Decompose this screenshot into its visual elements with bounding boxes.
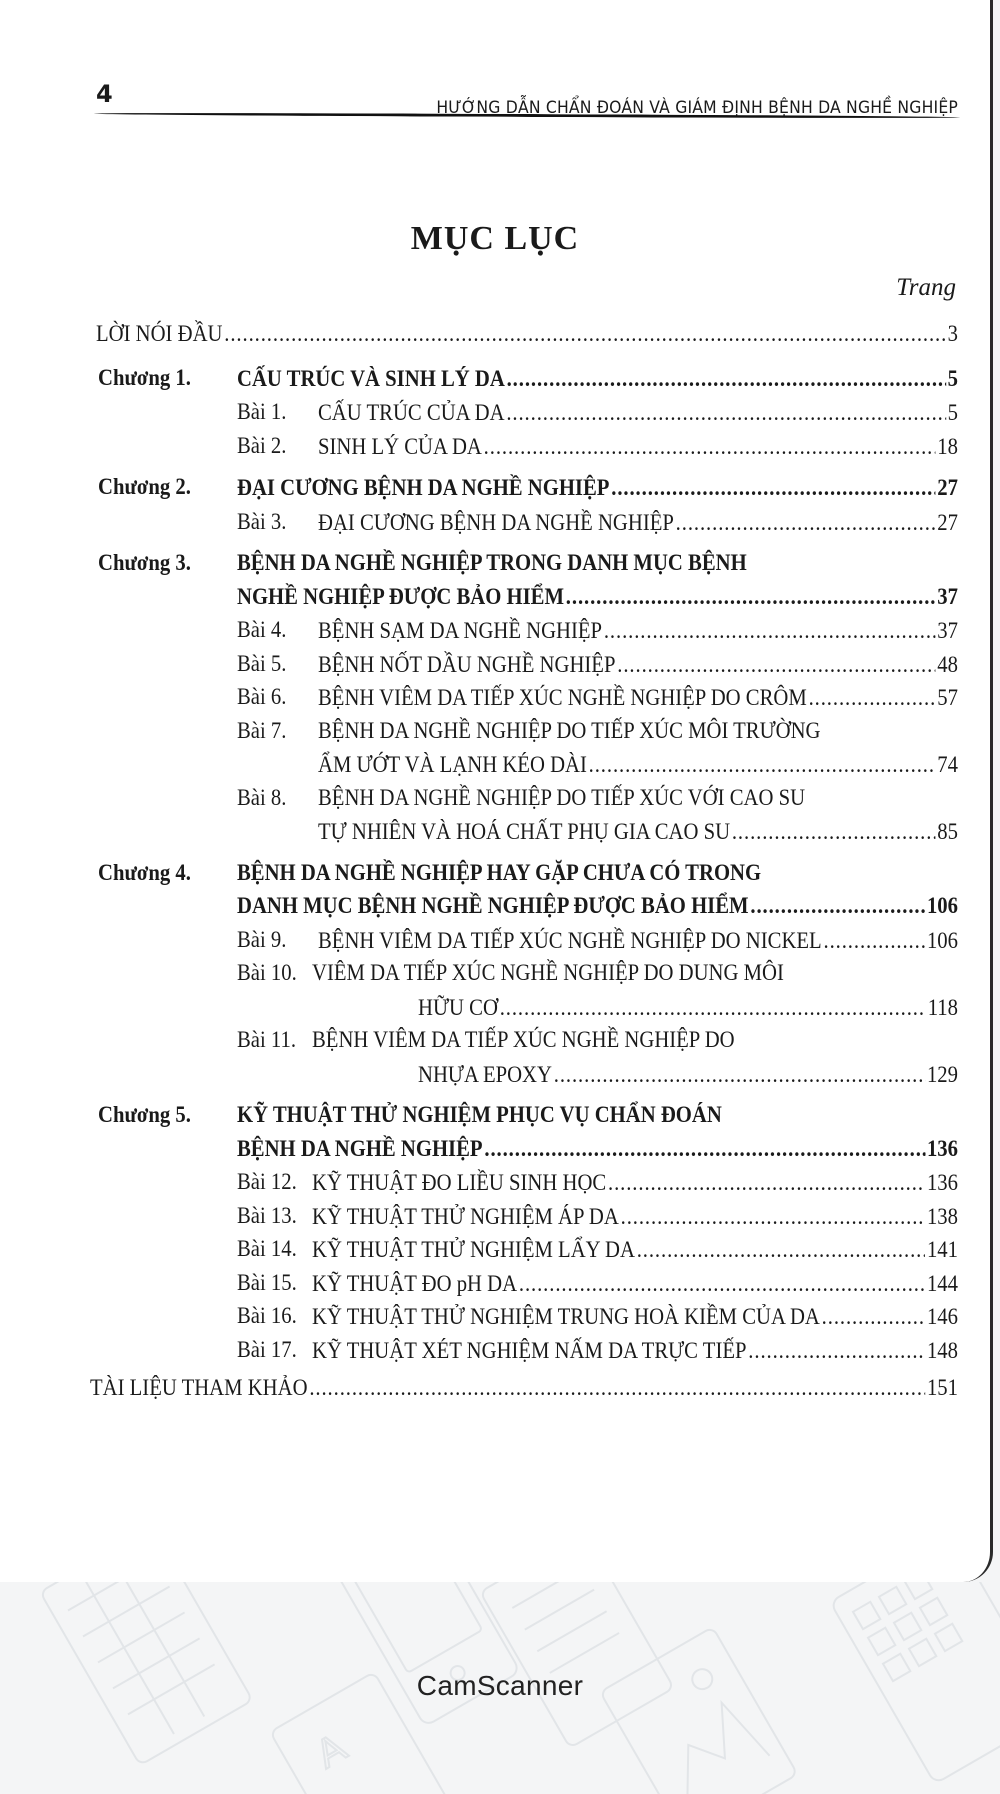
- toc-page-number: 48: [937, 651, 958, 677]
- leader-dots: [621, 1203, 926, 1231]
- toc-page-number: 106: [926, 893, 958, 918]
- lesson-label: Bài 3.: [237, 508, 287, 534]
- toc-page-number: 5: [947, 400, 958, 425]
- leader-dots: [823, 927, 925, 955]
- toc-lesson[interactable]: [318, 617, 958, 645]
- lesson-label: Bài 11.: [237, 1027, 297, 1052]
- toc-page-number: 5: [947, 365, 958, 391]
- toc-lesson[interactable]: [318, 509, 958, 537]
- toc-page-number: 18: [937, 433, 958, 459]
- toc-page-number: 27: [937, 509, 958, 535]
- toc-entry-title: KỸ THUẬT XÉT NGHIỆM NẤM DA TRỰC TIẾP: [312, 1337, 747, 1363]
- toc-lesson[interactable]: [318, 927, 958, 955]
- lesson-label: Bài 12.: [237, 1169, 297, 1194]
- leader-dots: [309, 1374, 925, 1402]
- toc-page-number: 74: [937, 752, 958, 777]
- leader-dots: [608, 1169, 925, 1197]
- toc-entry-title: ĐẠI CƯƠNG BỆNH DA NGHỀ NGHIỆP: [318, 509, 674, 535]
- toc-lesson[interactable]: [312, 1169, 958, 1197]
- toc-entry-title: KỸ THUẬT THỬ NGHIỆM LẨY DA: [312, 1237, 635, 1262]
- lesson-label: Bài 15.: [237, 1269, 297, 1295]
- chapter-label: Chương 5.: [98, 1102, 191, 1127]
- leader-dots: [604, 617, 936, 645]
- toc-lesson[interactable]: [312, 1337, 958, 1365]
- leader-dots: [566, 583, 936, 611]
- toc-entry-title: DANH MỤC BỆNH NGHỀ NGHIỆP ĐƯỢC BẢO HIỂM: [237, 893, 749, 918]
- lesson-title-line: BỆNH VIÊM DA TIẾP XÚC NGHỀ NGHIỆP DO: [312, 1027, 735, 1052]
- toc-page-number: 146: [926, 1304, 958, 1329]
- leader-dots: [554, 1061, 925, 1089]
- leader-dots: [484, 433, 936, 461]
- toc-lesson[interactable]: [418, 994, 958, 1022]
- lesson-title-line: BỆNH DA NGHỀ NGHIỆP DO TIẾP XÚC MÔI TRƯỜNG: [318, 717, 821, 743]
- lesson-label: Bài 1.: [237, 399, 287, 424]
- leader-dots: [750, 892, 925, 920]
- toc-entry-title: ẨM ƯỚT VÀ LẠNH KÉO DÀI: [318, 752, 587, 777]
- toc-chapter-2[interactable]: [237, 474, 958, 502]
- toc-page-number: 148: [926, 1337, 958, 1363]
- toc-entry-title: SINH LÝ CỦA DA: [318, 433, 482, 459]
- leader-dots: [519, 1270, 925, 1298]
- lesson-label: Bài 2.: [237, 432, 287, 458]
- lesson-label: Bài 10.: [237, 960, 297, 985]
- leader-dots: [507, 365, 946, 393]
- toc-page-number: 136: [926, 1135, 958, 1161]
- toc-page-number: 138: [926, 1203, 958, 1229]
- scanner-footer: [0, 1582, 1000, 1794]
- lesson-label: Bài 9.: [237, 926, 287, 952]
- toc-entry-title: KỸ THUẬT ĐO pH DA: [312, 1270, 518, 1296]
- toc-entry-title: TỰ NHIÊN VÀ HOÁ CHẤT PHỤ GIA CAO SU: [318, 819, 731, 844]
- toc-entry-title: LỜI NÓI ĐẦU: [96, 321, 223, 346]
- toc-page-number: 106: [926, 927, 958, 953]
- running-title: HƯỚNG DẪN CHẨN ĐOÁN VÀ GIÁM ĐỊNH BỆNH DA NGHỀ NGHIỆP: [436, 98, 958, 118]
- svg-text:A: A: [308, 1725, 354, 1777]
- toc-chapter-3[interactable]: [237, 583, 958, 611]
- toc-entry-title: BỆNH DA NGHỀ NGHIỆP: [237, 1135, 483, 1161]
- toc-title: MỤC LỤC: [410, 220, 580, 257]
- toc-chapter-5[interactable]: [237, 1135, 958, 1163]
- toc-lesson[interactable]: [318, 684, 958, 712]
- toc-entry-title: BỆNH SẠM DA NGHỀ NGHIỆP: [318, 618, 603, 643]
- toc-lesson[interactable]: [318, 399, 958, 427]
- page-header: [96, 80, 958, 132]
- toc-entry-title: ĐẠI CƯƠNG BỆNH DA NGHỀ NGHIỆP: [237, 475, 610, 500]
- toc-lesson[interactable]: [318, 818, 958, 846]
- toc-entry-title: CẤU TRÚC CỦA DA: [318, 400, 505, 425]
- toc-lesson[interactable]: [312, 1303, 958, 1331]
- toc-chapter-4[interactable]: [237, 892, 958, 920]
- toc-lesson[interactable]: [418, 1061, 958, 1089]
- toc-page-number: 118: [927, 994, 958, 1020]
- toc-page-number: 27: [937, 475, 958, 500]
- leader-dots: [809, 684, 936, 712]
- toc-entry-title: BỆNH NỐT DẦU NGHỀ NGHIỆP: [318, 651, 616, 677]
- toc-page-number: 136: [926, 1170, 958, 1195]
- toc-page-number: 85: [937, 819, 958, 844]
- leader-dots: [732, 818, 936, 846]
- toc-lesson[interactable]: [318, 433, 958, 461]
- page-column-label: Trang: [896, 274, 956, 301]
- lesson-title-line: VIÊM DA TIẾP XÚC NGHỀ NGHIỆP DO DUNG MÔI: [312, 960, 784, 985]
- leader-dots: [224, 320, 946, 348]
- toc-entry-title: TÀI LIỆU THAM KHẢO: [90, 1375, 308, 1400]
- toc-entry-title: NHỰA EPOXY: [418, 1061, 552, 1087]
- toc-lesson[interactable]: [312, 1236, 958, 1264]
- toc-lesson[interactable]: [318, 751, 958, 779]
- lesson-label: Bài 7.: [237, 717, 287, 743]
- toc-chapter-1[interactable]: [237, 365, 958, 393]
- toc-lesson[interactable]: [312, 1270, 958, 1298]
- leader-dots: [637, 1236, 925, 1264]
- toc-page-number: 37: [937, 618, 958, 643]
- lesson-label: Bài 8.: [237, 784, 287, 810]
- lesson-label: Bài 13.: [237, 1202, 297, 1228]
- toc-entry-title: KỸ THUẬT THỬ NGHIỆM TRUNG HOÀ KIỀM CỦA DA: [312, 1304, 820, 1329]
- toc-entry-title: KỸ THUẬT ĐO LIỀU SINH HỌC: [312, 1170, 607, 1195]
- toc-page-number: 129: [926, 1061, 958, 1087]
- toc-page-number: 57: [937, 685, 958, 710]
- chapter-label: Chương 1.: [98, 364, 191, 390]
- toc-page-number: 144: [926, 1270, 958, 1296]
- leader-dots: [611, 474, 935, 502]
- chapter-label: Chương 3.: [98, 550, 191, 575]
- chapter-title-line: BỆNH DA NGHỀ NGHIỆP HAY GẶP CHƯA CÓ TRONG: [237, 859, 762, 885]
- toc-lesson[interactable]: [318, 651, 958, 679]
- toc-page-number: 141: [926, 1237, 958, 1262]
- leader-dots: [822, 1303, 925, 1331]
- leader-dots: [676, 509, 936, 537]
- lesson-label: Bài 16.: [237, 1303, 297, 1328]
- toc-references[interactable]: [90, 1374, 958, 1402]
- toc-page-number: 151: [926, 1375, 958, 1400]
- leader-dots: [589, 751, 936, 779]
- toc-entry-title: BỆNH VIÊM DA TIẾP XÚC NGHỀ NGHIỆP DO CRÔM: [318, 685, 807, 710]
- chapter-label: Chương 2.: [98, 474, 191, 499]
- lesson-label: Bài 17.: [237, 1336, 297, 1362]
- camscanner-brand: CamScanner: [416, 1670, 584, 1701]
- lesson-label: Bài 6.: [237, 684, 287, 709]
- toc-entry-title: HỮU CƠ: [418, 994, 498, 1020]
- toc-preface[interactable]: [96, 320, 958, 348]
- lesson-label: Bài 4.: [237, 617, 287, 642]
- leader-dots: [617, 651, 935, 679]
- chapter-title-line: KỸ THUẬT THỬ NGHIỆM PHỤC VỤ CHẨN ĐOÁN: [237, 1102, 722, 1127]
- leader-dots: [500, 994, 926, 1022]
- leader-dots: [748, 1337, 925, 1365]
- leader-dots: [506, 399, 946, 427]
- toc-lesson[interactable]: [312, 1203, 958, 1231]
- toc-page-number: 3: [947, 321, 958, 346]
- toc-entry-title: KỸ THUẬT THỬ NGHIỆM ÁP DA: [312, 1203, 619, 1229]
- leader-dots: [484, 1135, 925, 1163]
- lesson-label: Bài 5.: [237, 650, 287, 676]
- lesson-label: Bài 14.: [237, 1236, 297, 1261]
- chapter-title-line: BỆNH DA NGHỀ NGHIỆP TRONG DANH MỤC BỆNH: [237, 550, 747, 575]
- chapter-label: Chương 4.: [98, 859, 191, 885]
- toc-entry-title: NGHỀ NGHIỆP ĐƯỢC BẢO HIỂM: [237, 583, 565, 609]
- toc-page-number: 37: [937, 583, 958, 609]
- toc-entry-title: CẤU TRÚC VÀ SINH LÝ DA: [237, 365, 505, 391]
- lesson-title-line: BỆNH DA NGHỀ NGHIỆP DO TIẾP XÚC VỚI CAO SU: [318, 784, 806, 810]
- toc-entry-title: BỆNH VIÊM DA TIẾP XÚC NGHỀ NGHIỆP DO NICKEL: [318, 927, 822, 953]
- page-number: 4: [96, 80, 113, 108]
